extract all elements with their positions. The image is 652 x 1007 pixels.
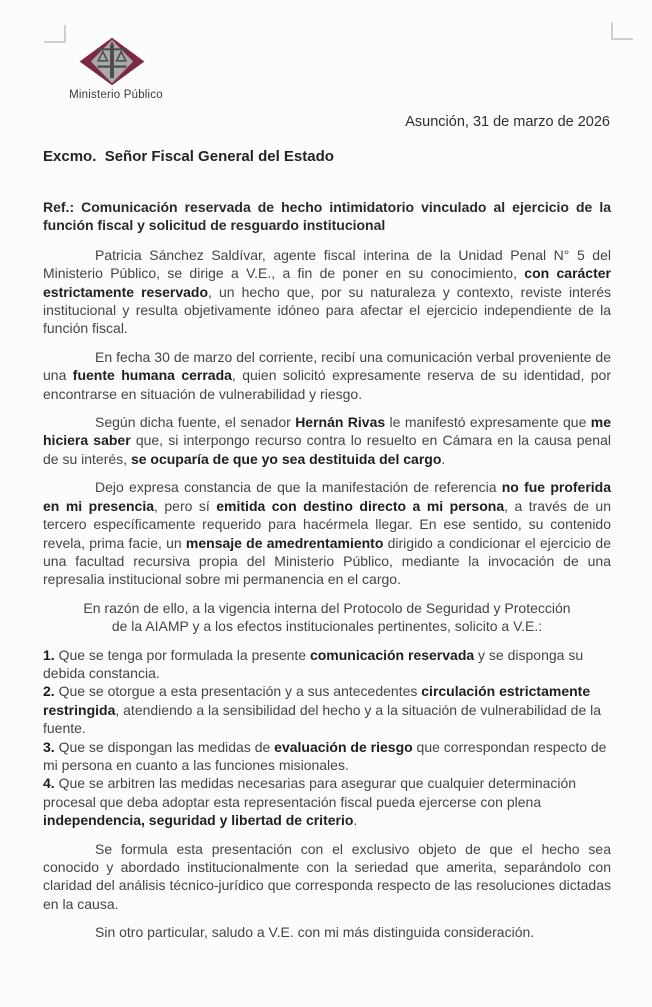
emphasis-text: no fue proferida en mi presencia	[43, 479, 611, 514]
paragraph-record-statement	[43, 478, 611, 588]
dateline: Asunción, 31 de marzo de 2026	[405, 114, 610, 130]
text-segment: , atendiendo a la sensibilidad del hecho y a la situación de vulnerabilidad de la fuente.	[43, 701, 602, 737]
text-segment: Se formula esta presentación con el exclusivo objeto de que el hecho sea conocido y abordado institucionalmente con la seriedad que amerita, separándolo con claridad del análisis técnico-jurídico que corresponda respecto de las resoluciones dictadas en la causa.	[43, 840, 611, 912]
emphasis-text: 3.	[43, 738, 55, 755]
paragraph-communication-received	[43, 348, 611, 403]
text-segment: Dejo expresa constancia de que la manifestación de referencia	[95, 479, 502, 496]
text-segment: Que se arbitren las medidas necesarias para asegurar que cualquier determinación procesal que deba adoptar esta representación fiscal pueda ejercerse con plena	[43, 775, 577, 810]
emphasis-text: comunicación reservada	[309, 646, 475, 663]
text-segment: le manifestó expresamente que	[385, 414, 591, 431]
request-item-4	[43, 774, 611, 829]
text-segment: que correspondan respecto de mi persona en cuanto a las funciones misionales.	[43, 738, 607, 773]
text-segment: Patricia Sánchez Saldívar, agente fiscal interina de la Unidad Penal N° 5 del Ministerio Público, se dirige a V.E., a fin de poner en su conocimiento,	[43, 246, 611, 282]
text-segment: En fecha 30 de marzo del corriente, recibí una comunicación verbal proveniente de una	[43, 348, 611, 384]
emphasis-text: 4.	[43, 775, 55, 792]
addressee-line: Excmo. Señor Fiscal General del Estado	[43, 148, 334, 165]
emphasis-text: se ocuparía de que yo sea destituida del cargo	[130, 450, 442, 467]
text-segment: que, si interpongo recurso contra lo resuelto en Cámara en la causa penal de su interés,	[43, 432, 611, 467]
text-segment: .	[441, 450, 446, 467]
emphasis-text: mensaje de amedrentamiento	[185, 534, 384, 551]
text-segment: dirigido a condicionar el ejercicio de una facultad recursiva propia del Ministerio Público, mediante la invocación de una represalia institucional sobre mi permanencia en el cargo.	[43, 534, 612, 588]
text-segment: Que se dispongan las medidas de	[54, 738, 275, 755]
emphasis-text: independencia, seguridad y libertad de criterio	[43, 812, 354, 829]
logo-label: Ministerio Público	[69, 89, 163, 101]
letter-body	[43, 198, 611, 942]
text-segment: En razón de ello, a la vigencia interna del Protocolo de Seguridad y Protección de la AIAMP y a los efectos institucionales pertinentes, solicito a V.E.:	[83, 599, 571, 635]
text-segment: , un hecho que, por su naturaleza y contexto, reviste interés institucional y resulta objetivamente idóneo para afectar el ejercicio independiente de la función fiscal.	[43, 283, 611, 337]
request-item-3	[43, 738, 611, 775]
text-segment: .	[353, 812, 358, 829]
text-segment: , pero sí	[154, 497, 217, 514]
text-segment: y se disponga su debida constancia.	[43, 646, 584, 681]
farewell-line	[43, 923, 611, 941]
request-item-2	[43, 682, 611, 737]
emphasis-text: evaluación de riesgo	[274, 738, 413, 755]
emphasis-text: con carácter estrictamente reservado	[43, 265, 611, 300]
emphasis-text: circulación estrictamente restringida	[43, 683, 591, 718]
text-segment: Según dicha fuente, el senador	[95, 414, 296, 431]
reference-line	[43, 198, 611, 235]
scales-of-justice-diamond-icon	[79, 37, 145, 86]
emphasis-text: me hiciera saber	[43, 414, 612, 449]
emphasis-text: emitida con destino directo a mi persona	[216, 497, 505, 514]
emphasis-text: 1.	[43, 646, 55, 663]
text-segment: Que se otorgue a esta presentación y a sus antecedentes	[54, 683, 422, 700]
emphasis-text: 2.	[43, 683, 55, 700]
request-list	[43, 646, 611, 830]
emphasis-text: Ref.: Comunicación reservada de hecho intimidatorio vinculado al ejercicio de la función fiscal y solicitud de resguardo institucional	[43, 199, 611, 234]
text-segment: Que se tenga por formulada la presente	[54, 646, 310, 663]
paragraph-source-statement	[43, 413, 611, 468]
paragraph-purpose	[43, 840, 611, 914]
emphasis-text: Hernán Rivas	[295, 414, 386, 431]
request-item-1	[43, 646, 611, 683]
emphasis-text: fuente humana cerrada	[72, 367, 232, 384]
text-segment: Sin otro particular, saludo a V.E. con mi más distinguida consideración.	[95, 924, 535, 941]
text-segment: , a través de un tercero específicamente requerido para hacérmela llegar. En ese sentido, su contenido revela, prima facie, un	[43, 497, 611, 551]
paragraph-request-intro	[79, 599, 576, 636]
paragraph-introduction	[43, 246, 611, 338]
text-segment: , quien solicitó expresamente reserva de su identidad, por encontrarse en situación de vulnerabilidad y riesgo.	[43, 367, 611, 402]
frame-corner-mark-top-right	[611, 22, 633, 40]
ministerio-publico-logo-block	[60, 37, 210, 101]
